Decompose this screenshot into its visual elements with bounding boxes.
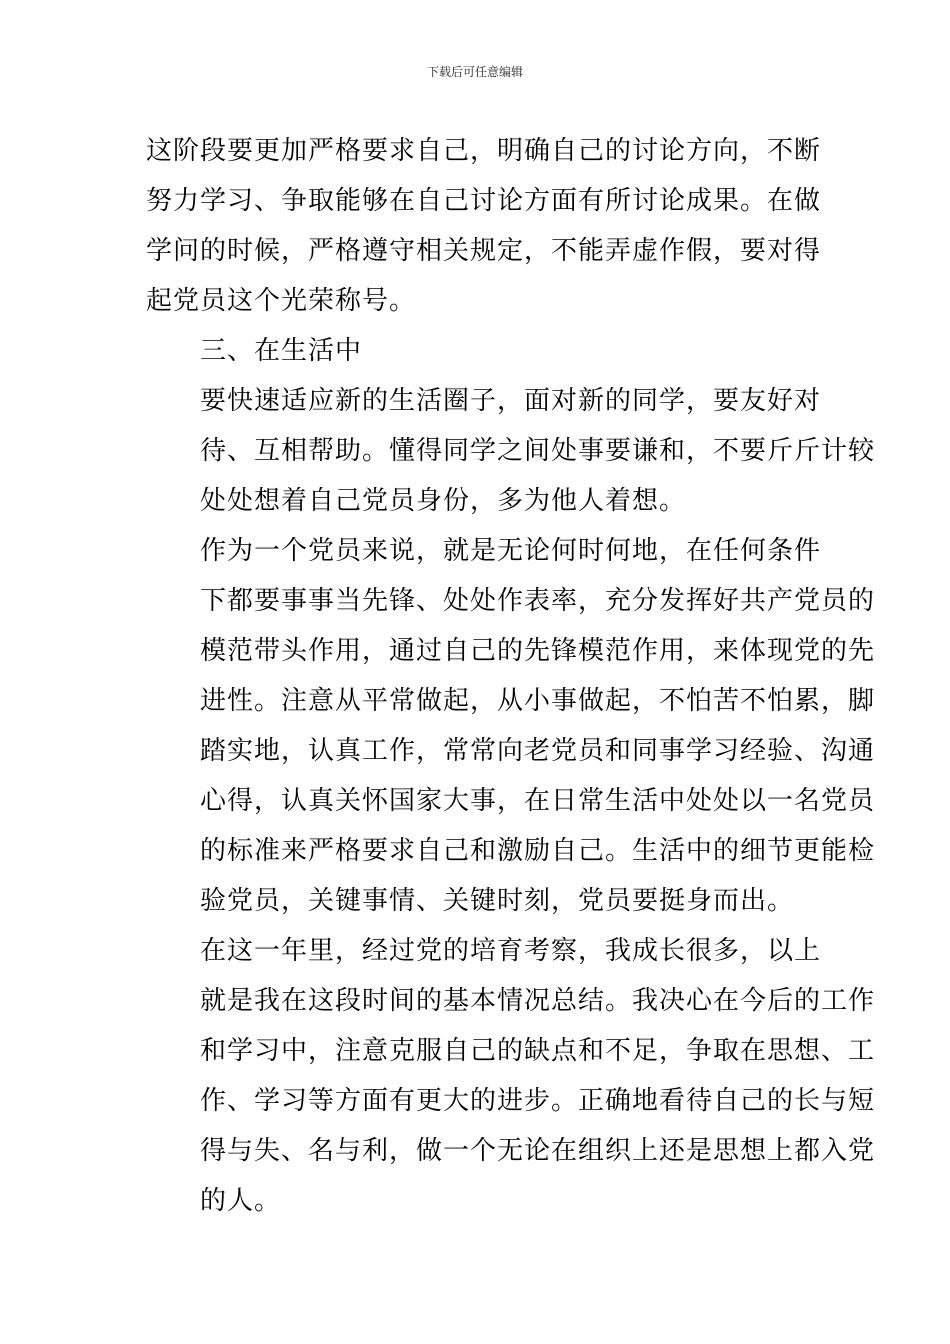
text-line: 踏实地，认真工作，常常向老党员和同事学习经验、沟通: [200, 736, 876, 766]
text-line: 作、学习等方面有更大的进步。正确地看待自己的长与短: [200, 1086, 876, 1116]
paragraph-4: [146, 526, 876, 926]
text-line: 努力学习、争取能够在自己讨论方面有所讨论成果。在做: [146, 186, 822, 216]
text-line: 处处想着自己党员身份，多为他人着想。: [200, 486, 687, 516]
page-header: 下载后可任意编辑: [426, 65, 523, 79]
paragraph-1: [146, 126, 822, 326]
text-line: 和学习中，注意克服自己的缺点和不足，争取在思想、工: [200, 1036, 876, 1066]
text-line: 这阶段要更加严格要求自己，明确自己的讨论方向，不断: [146, 136, 822, 166]
text-line: 模范带头作用，通过自己的先锋模范作用，来体现党的先: [200, 636, 876, 666]
text-line: 的人。: [200, 1186, 282, 1216]
text-line: 要快速适应新的生活圈子，面对新的同学，要友好对: [200, 386, 822, 416]
paragraph-3: [146, 376, 876, 526]
text-line: 验党员，关键事情、关键时刻，党员要挺身而出。: [200, 886, 795, 916]
text-line: 在这一年里，经过党的培育考察，我成长很多，以上: [200, 936, 822, 966]
text-line: 的标准来严格要求自己和激励自己。生活中的细节更能检: [200, 836, 876, 866]
section-heading-life: [146, 326, 808, 376]
text-line: 心得，认真关怀国家大事，在日常生活中处处以一名党员: [200, 786, 876, 816]
document-body: [146, 126, 876, 1226]
text-line: 作为一个党员来说，就是无论何时何地，在任何条件: [200, 536, 822, 566]
text-line: 学问的时候，严格遵守相关规定，不能弄虚作假，要对得: [146, 236, 822, 266]
text-line: 下都要事事当先锋、处处作表率，充分发挥好共产党员的: [200, 586, 876, 616]
text-line: 起党员这个光荣称号。: [146, 286, 417, 316]
text-line: 待、互相帮助。懂得同学之间处事要谦和，不要斤斤计较: [200, 436, 876, 466]
text-line: 就是我在这段时间的基本情况总结。我决心在今后的工作: [200, 986, 876, 1016]
text-line: 进性。注意从平常做起，从小事做起，不怕苦不怕累，脚: [200, 686, 876, 716]
paragraph-5: [146, 926, 876, 1226]
text-line: 得与失、名与利，做一个无论在组织上还是思想上都入党: [200, 1136, 876, 1166]
text-line: 三、在生活中: [200, 336, 363, 366]
